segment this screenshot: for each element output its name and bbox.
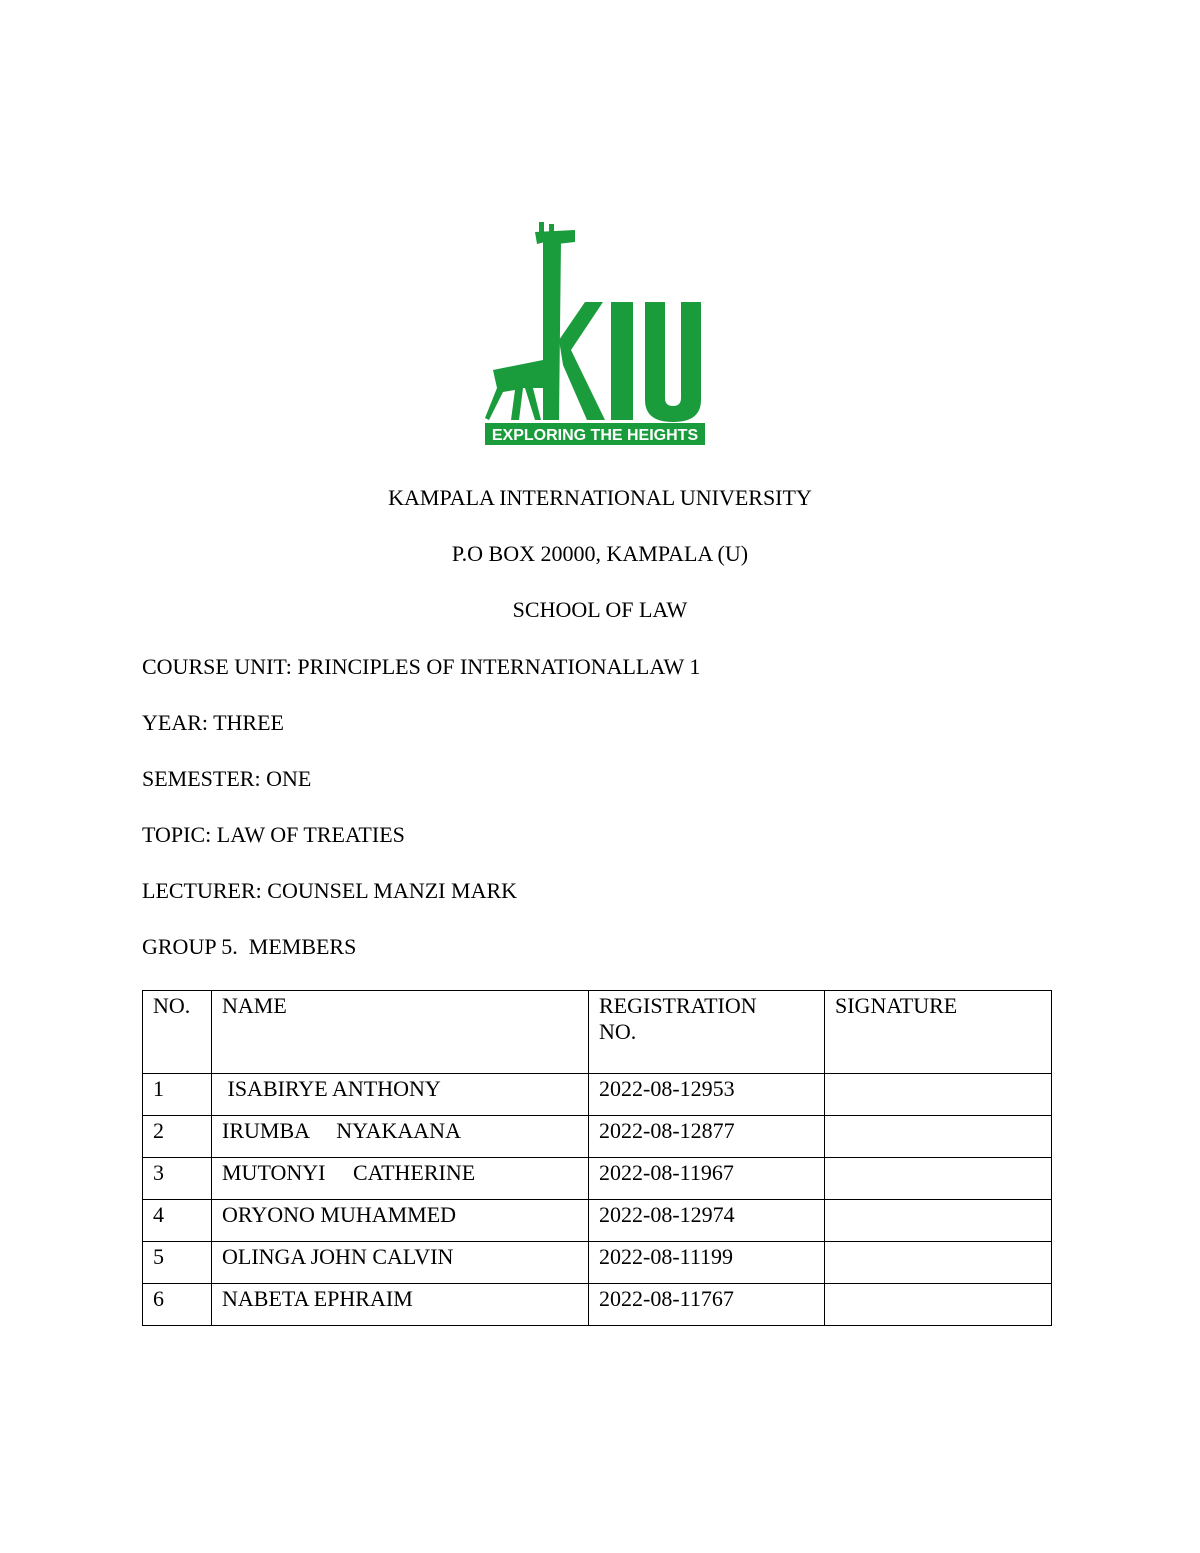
table-row — [143, 1116, 1052, 1158]
header-registration: REGISTRATION NO. — [589, 991, 825, 1074]
cell-no: 5 — [143, 1242, 212, 1284]
semester: SEMESTER: ONE — [142, 766, 312, 791]
cell-registration: 2022-08-11199 — [589, 1242, 825, 1284]
table-header-row — [143, 991, 1052, 1074]
logo-tagline: EXPLORING THE HEIGHTS — [491, 427, 699, 444]
cell-name: MUTONYI CATHERINE — [212, 1158, 589, 1200]
header-name: NAME — [212, 991, 589, 1074]
table-row — [143, 1200, 1052, 1242]
cell-name: IRUMBA NYAKAANA — [212, 1116, 589, 1158]
table-row — [143, 1074, 1052, 1116]
header-signature: SIGNATURE — [825, 991, 1052, 1074]
cell-name: ISABIRYE ANTHONY — [212, 1074, 589, 1116]
university-address: P.O BOX 20000, KAMPALA (U) — [451, 541, 749, 566]
school-name: SCHOOL OF LAW — [512, 597, 688, 622]
cell-registration: 2022-08-12974 — [589, 1200, 825, 1242]
table-row — [143, 1158, 1052, 1200]
year: YEAR: THREE — [142, 710, 284, 735]
cell-no: 4 — [143, 1200, 212, 1242]
cell-registration: 2022-08-11967 — [589, 1158, 825, 1200]
cell-signature — [825, 1074, 1052, 1116]
cell-signature — [825, 1284, 1052, 1326]
course-unit: COURSE UNIT: PRINCIPLES OF INTERNATIONALLAW 1 — [142, 654, 701, 679]
giraffe-neck — [543, 240, 561, 420]
cell-signature — [825, 1200, 1052, 1242]
cell-signature — [825, 1116, 1052, 1158]
cell-no: 1 — [143, 1074, 212, 1116]
kiu-logo-graphic — [483, 220, 708, 450]
group-members-heading: GROUP 5. MEMBERS — [142, 934, 357, 959]
logo-letter-k-arms — [559, 302, 605, 420]
cell-name: NABETA EPHRAIM — [212, 1284, 589, 1326]
table-row — [143, 1242, 1052, 1284]
lecturer: LECTURER: COUNSEL MANZI MARK — [142, 878, 518, 903]
cell-name: OLINGA JOHN CALVIN — [212, 1242, 589, 1284]
cell-registration: 2022-08-12953 — [589, 1074, 825, 1116]
cell-signature — [825, 1242, 1052, 1284]
logo-letter-u — [645, 302, 701, 422]
cell-registration: 2022-08-11767 — [589, 1284, 825, 1326]
cell-name: ORYONO MUHAMMED — [212, 1200, 589, 1242]
topic: TOPIC: LAW OF TREATIES — [142, 822, 405, 847]
cell-no: 2 — [143, 1116, 212, 1158]
table-row — [143, 1284, 1052, 1326]
cell-no: 3 — [143, 1158, 212, 1200]
kiu-logo — [483, 220, 708, 450]
giraffe-leg — [525, 388, 541, 420]
logo-letter-i — [611, 302, 633, 420]
university-name: KAMPALA INTERNATIONAL UNIVERSITY — [388, 485, 812, 510]
header-no: NO. — [143, 991, 212, 1074]
members-table — [142, 990, 1052, 1326]
cell-no: 6 — [143, 1284, 212, 1326]
cell-signature — [825, 1158, 1052, 1200]
cell-registration: 2022-08-12877 — [589, 1116, 825, 1158]
